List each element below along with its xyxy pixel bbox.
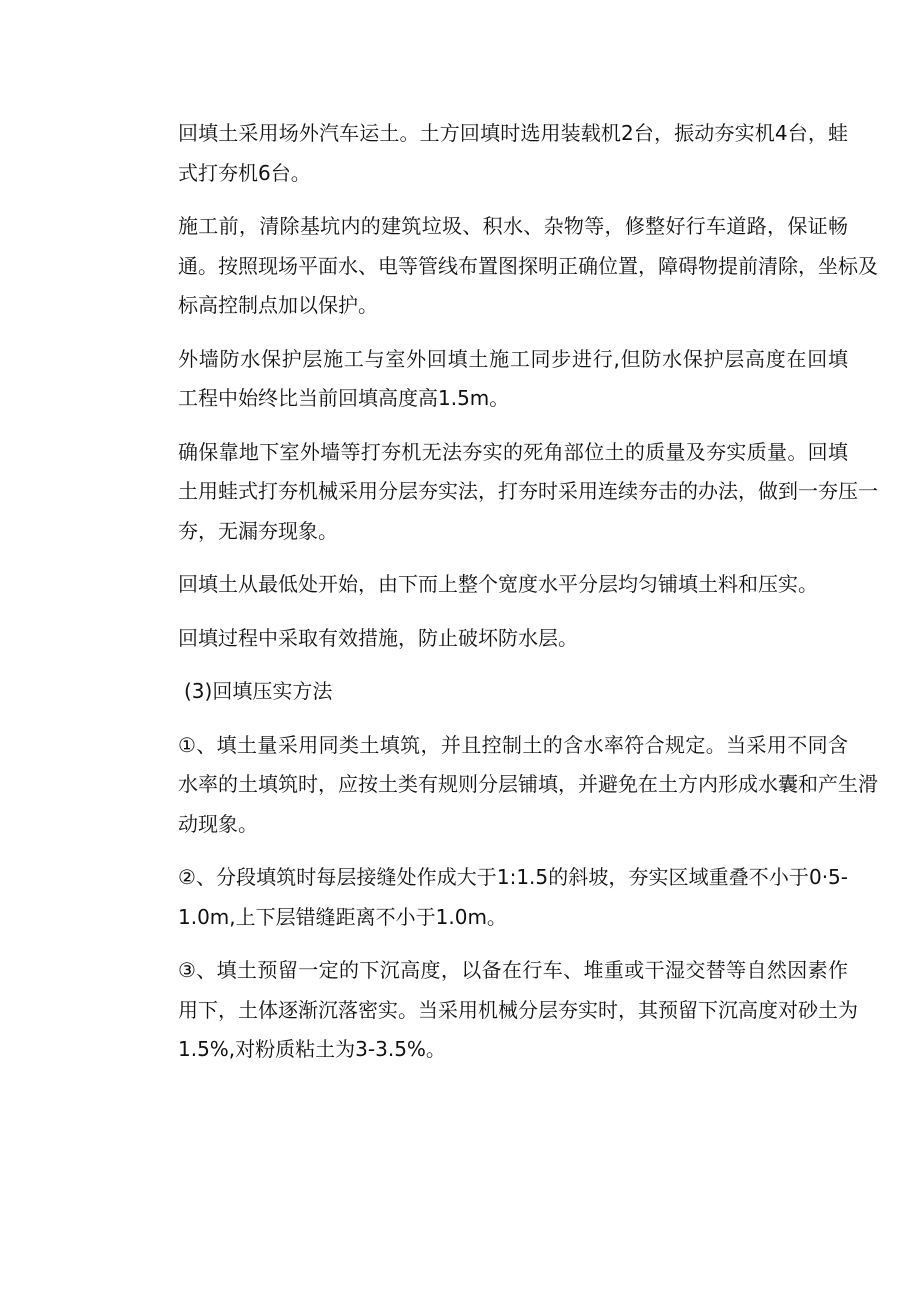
paragraph (136, 858, 848, 937)
paragraph-line: (3)回填压实方法 (184, 679, 333, 703)
paragraph (136, 114, 848, 193)
paragraph (136, 951, 858, 1070)
paragraph (136, 726, 878, 845)
paragraph (136, 207, 878, 326)
paragraph-line: 回填土采用场外汽车运土。土方回填时选用装载机2台，振动夯实机4台，蛙 (178, 121, 848, 145)
paragraph (136, 433, 878, 552)
paragraph-line: 1.5%,对粉质粘土为3-3.5%。 (178, 1037, 446, 1061)
paragraph-line: 外墙防水保护层施工与室外回填土施工同步进行,但防水保护层高度在回填 (178, 346, 848, 371)
paragraph-line: 水率的土填筑时，应按土类有规则分层铺填，并避免在土方内形成水囊和产生滑 (178, 772, 878, 796)
paragraph (136, 340, 848, 419)
paragraph-line: ③、填土预留一定的下沉高度，以备在行车、堆重或干湿交替等自然因素作 (178, 958, 848, 982)
paragraph-line: 施工前，清除基坑内的建筑垃圾、积水、杂物等，修整好行车道路，保证畅 (178, 214, 848, 238)
paragraph-line: 1.0m,上下层错缝距离不小于1.0m。 (178, 904, 507, 929)
section-heading (136, 672, 848, 712)
paragraph-line: 确保靠地下室外墙等打夯机无法夯实的死角部位土的质量及夯实质量。回填 (178, 439, 848, 464)
paragraph-line: 土用蛙式打夯机械采用分层夯实法，打夯时采用连续夯击的办法，做到一夯压一 (178, 479, 878, 503)
paragraph-line: 动现象。 (178, 811, 258, 836)
paragraph-line: ②、分段填筑时每层接缝处作成大于1:1.5的斜坡，夯实区域重叠不小于0·5- (178, 865, 848, 889)
paragraph-line: 工程中始终比当前回填高度高1.5m。 (178, 386, 510, 410)
paragraph-line: 回填过程中采取有效措施，防止破坏防水层。 (178, 625, 578, 650)
paragraph-line: 回填土从最低处开始，由下而上整个宽度水平分层均匀铺填土料和压实。 (178, 572, 818, 596)
paragraph-line: 通。按照现场平面水、电等管线布置图探明正确位置，障碍物提前清除，坐标及 (178, 253, 878, 278)
paragraph (136, 565, 848, 605)
paragraph-line: 式打夯机6台。 (178, 160, 311, 185)
paragraph-line: ①、填土量采用同类土填筑，并且控制土的含水率符合规定。当采用不同含 (178, 732, 848, 757)
paragraph-line: 标高控制点加以保护。 (178, 293, 378, 317)
paragraph-line: 夯，无漏夯现象。 (178, 518, 338, 543)
paragraph-line: 用下，土体逐渐沉落密实。当采用机械分层夯实时，其预留下沉高度对砂土为 (178, 997, 858, 1022)
paragraph (136, 619, 848, 659)
document-body (136, 114, 878, 1084)
